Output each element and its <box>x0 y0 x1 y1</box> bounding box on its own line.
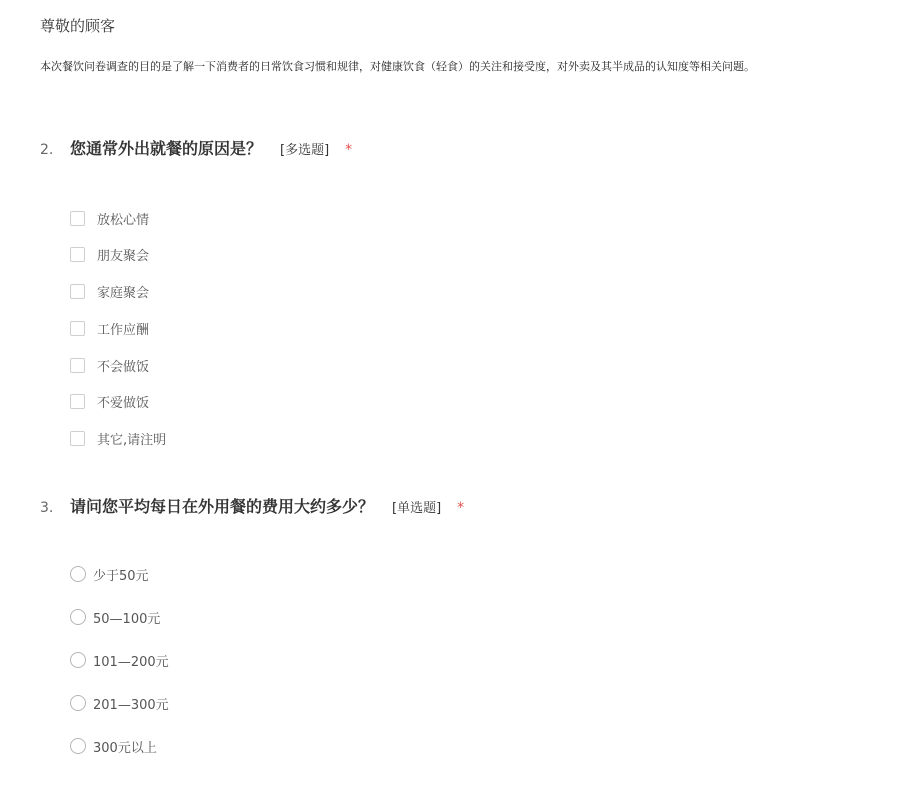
checkbox-option-business[interactable] <box>70 318 149 338</box>
question-text: 请问您平均每日在外用餐的费用大约多少？ <box>70 497 375 516</box>
question-type-label: [单选题] <box>392 501 442 516</box>
checkbox-icon[interactable] <box>70 211 85 226</box>
required-mark: * <box>345 142 353 158</box>
option-label: 300元以上 <box>93 740 157 756</box>
checkbox-option-other[interactable] <box>70 428 166 448</box>
radio-option-201-300[interactable] <box>70 693 169 713</box>
option-label: 101—200元 <box>93 654 169 670</box>
option-label: 家庭聚会 <box>97 285 150 301</box>
checkbox-icon[interactable] <box>70 321 85 336</box>
checkbox-icon[interactable] <box>70 284 85 299</box>
question-number: 3. <box>40 500 54 516</box>
option-label: 工作应酬 <box>97 322 150 338</box>
required-mark: * <box>457 500 465 516</box>
question-number: 2. <box>40 142 54 158</box>
option-label: 其它,请注明 <box>97 432 167 448</box>
survey-intro: 本次餐饮问卷调查的目的是了解一下消费者的日常饮食习惯和规律，对健康饮食（轻食）的关注和接受度，对外卖及其半成品的认知度等相关问题。 <box>40 60 755 73</box>
checkbox-option-dislike-cooking[interactable] <box>70 391 149 411</box>
radio-option-101-200[interactable] <box>70 650 169 670</box>
option-label: 50—100元 <box>93 611 161 627</box>
option-label: 朋友聚会 <box>97 248 150 264</box>
radio-option-under-50[interactable] <box>70 564 149 584</box>
option-label: 201—300元 <box>93 697 169 713</box>
question-text: 您通常外出就餐的原因是？ <box>70 139 263 158</box>
radio-icon[interactable] <box>70 609 86 625</box>
question-type-label: [多选题] <box>280 143 330 158</box>
checkbox-option-friends[interactable] <box>70 244 149 264</box>
checkbox-option-cannot-cook[interactable] <box>70 355 149 375</box>
question-2 <box>40 136 352 159</box>
checkbox-icon[interactable] <box>70 247 85 262</box>
radio-icon[interactable] <box>70 738 86 754</box>
checkbox-icon[interactable] <box>70 394 85 409</box>
question-3 <box>40 494 464 517</box>
greeting-title: 尊敬的顾客 <box>40 17 116 35</box>
radio-icon[interactable] <box>70 652 86 668</box>
radio-option-50-100[interactable] <box>70 607 160 627</box>
option-label: 放松心情 <box>97 212 150 228</box>
option-label: 不爱做饭 <box>97 395 150 411</box>
checkbox-icon[interactable] <box>70 431 85 446</box>
checkbox-option-family[interactable] <box>70 281 149 301</box>
radio-icon[interactable] <box>70 566 86 582</box>
radio-option-over-300[interactable] <box>70 736 157 756</box>
checkbox-option-relax[interactable] <box>70 208 149 228</box>
option-label: 不会做饭 <box>97 359 150 375</box>
option-label: 少于50元 <box>93 568 149 584</box>
checkbox-icon[interactable] <box>70 358 85 373</box>
radio-icon[interactable] <box>70 695 86 711</box>
